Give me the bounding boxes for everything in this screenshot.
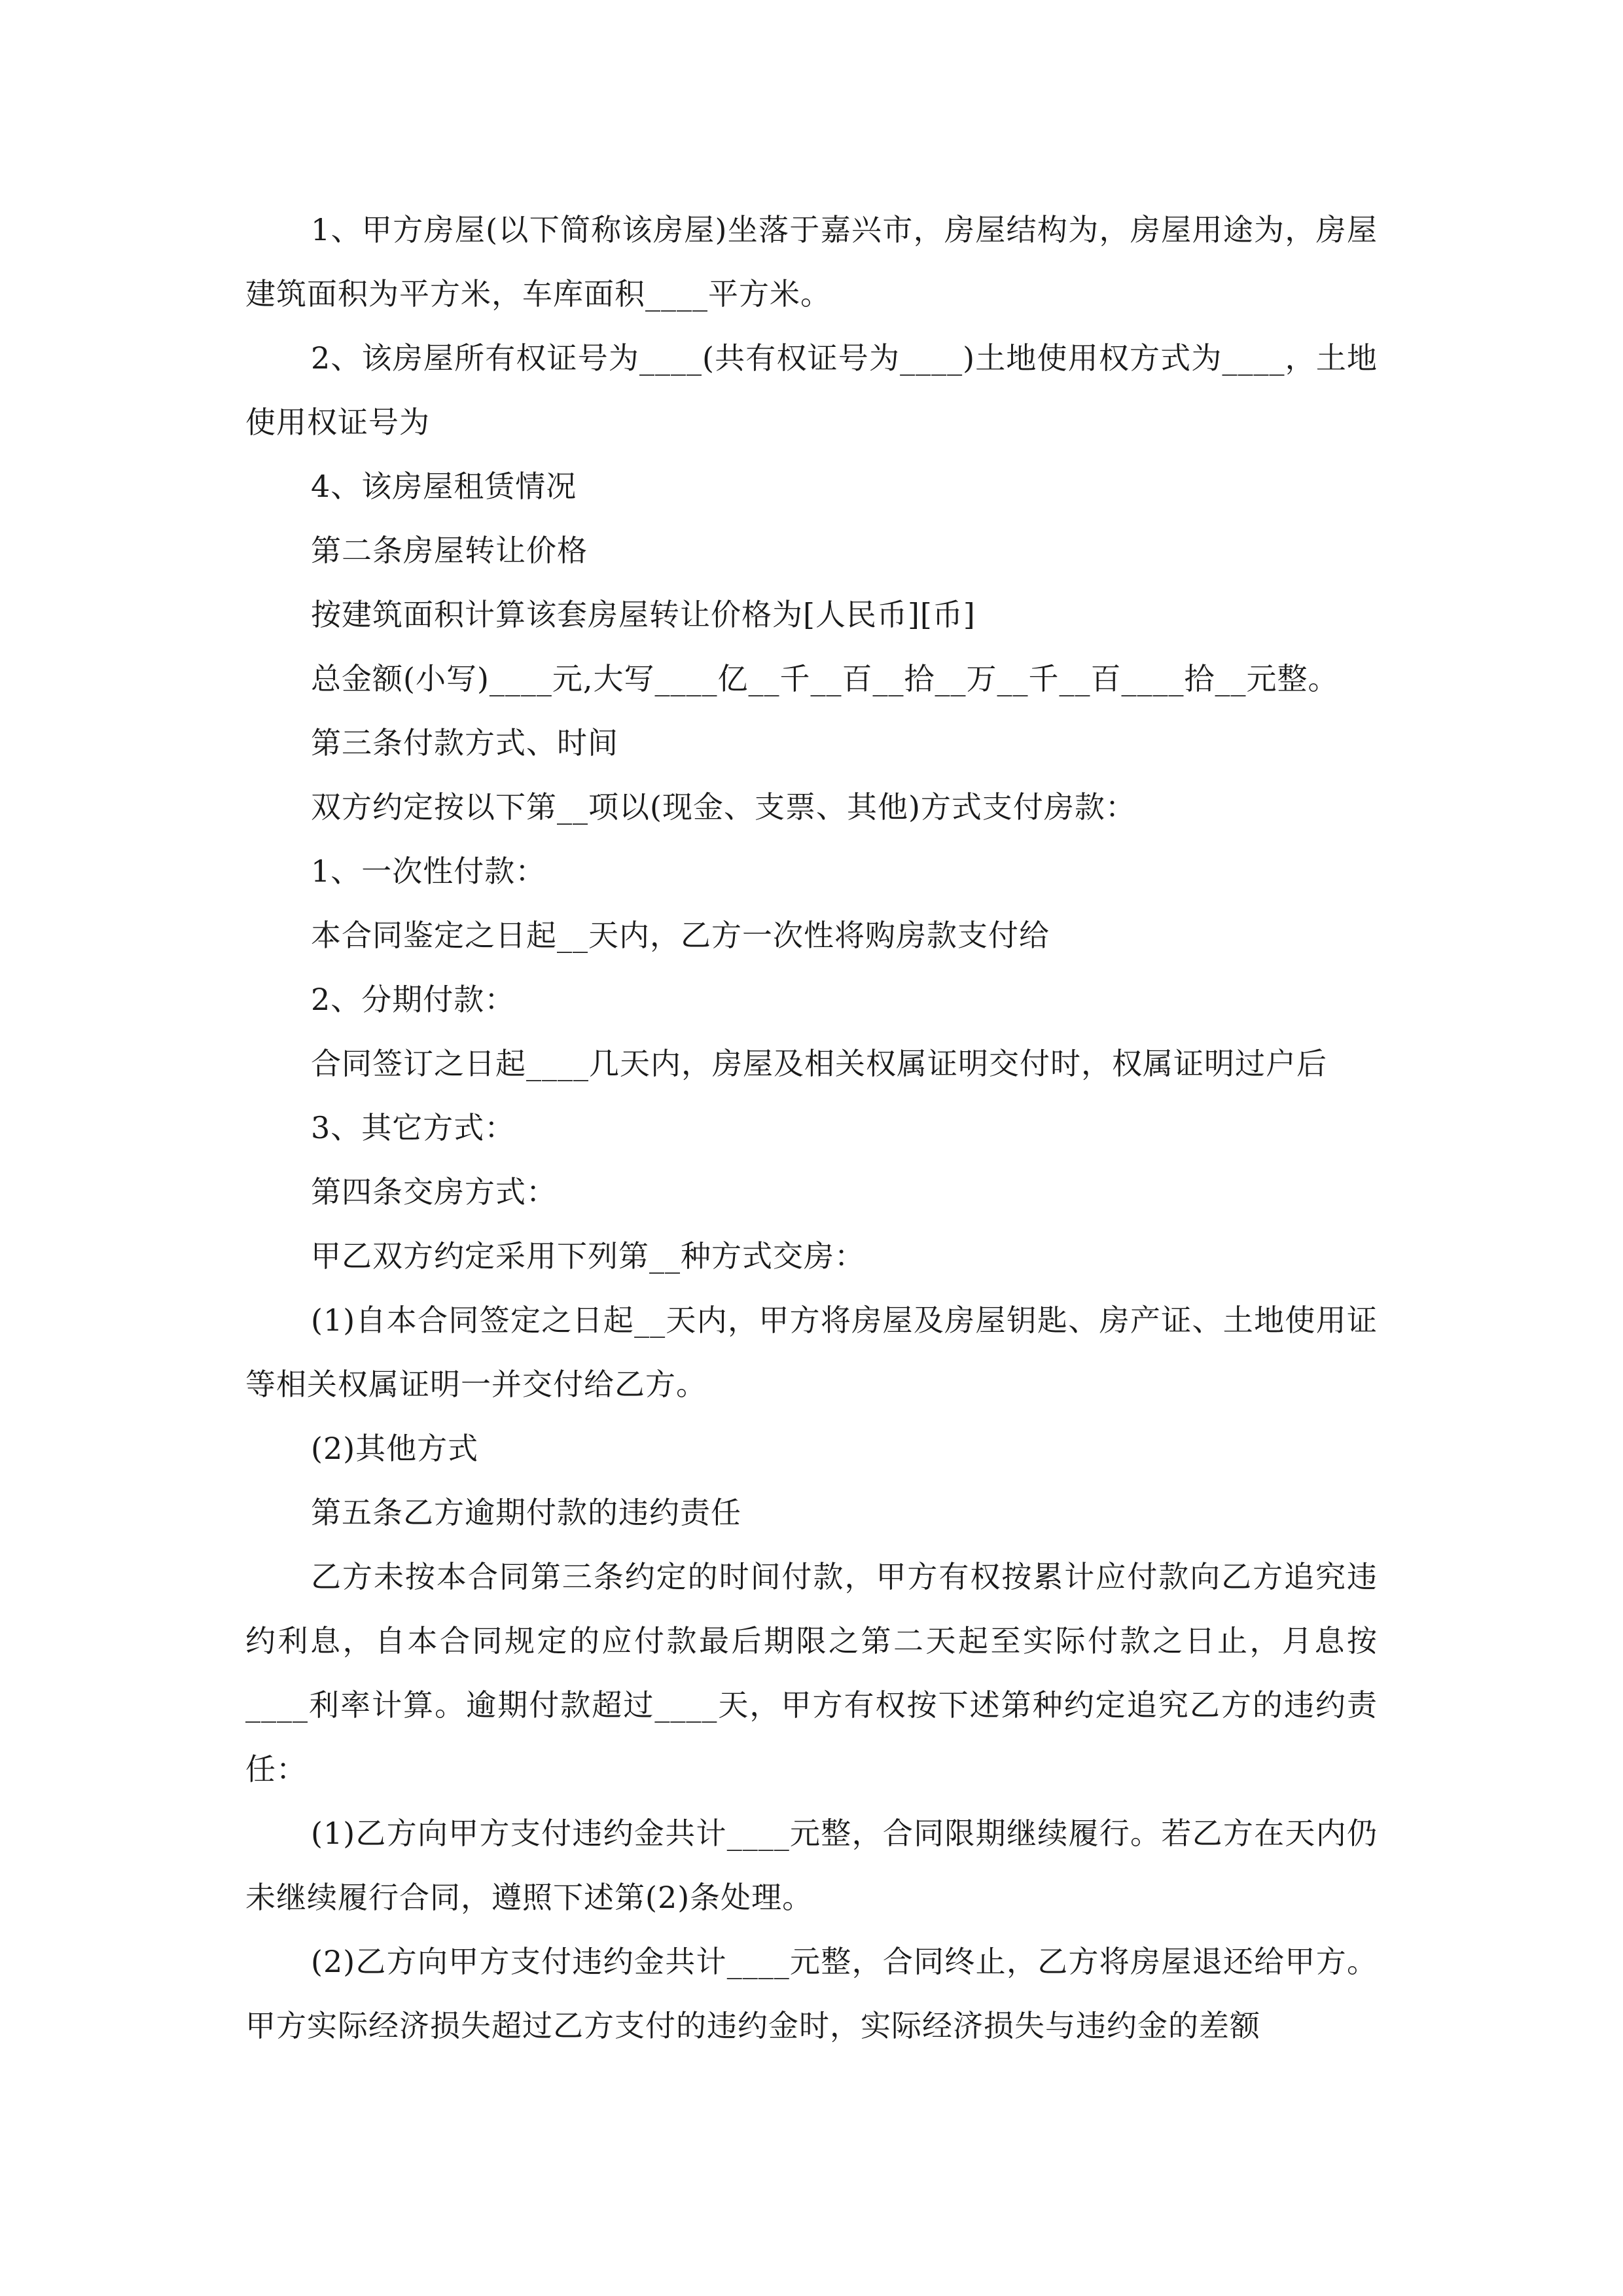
- heading-article-2: 第二条房屋转让价格: [311, 533, 588, 568]
- heading-article-4: 第四条交房方式：: [311, 1174, 557, 1210]
- item-installment-payment: 2、分期付款：: [311, 982, 516, 1017]
- item-other-payment: 3、其它方式：: [311, 1110, 516, 1145]
- paragraph-payment-agreement: 双方约定按以下第__项以(现金、支票、其他)方式支付房款：: [311, 789, 1136, 825]
- item-delivery-method-1: (1)自本合同签定之日起__天内，甲方将房屋及房屋钥匙、房产证、土地使用证等相关权属证明一并交付给乙方。: [245, 1302, 1378, 1402]
- paragraph-lump-sum-terms: 本合同鉴定之日起__天内，乙方一次性将购房款支付给: [311, 918, 1050, 953]
- heading-article-3: 第三条付款方式、时间: [311, 725, 618, 761]
- document-body: [245, 198, 1378, 2058]
- paragraph-house-location: 1、甲方房屋(以下简称该房屋)坐落于嘉兴市，房屋结构为，房屋用途为，房屋建筑面积为平方米，车库面积____平方米。: [245, 212, 1378, 312]
- paragraph-total-amount: 总金额(小写)____元,大写____亿__千__百__拾__万__千__百____拾__元整。: [311, 661, 1339, 696]
- paragraph-price-basis: 按建筑面积计算该套房屋转让价格为[人民币][币]: [311, 597, 976, 632]
- item-penalty-1: (1)乙方向甲方支付违约金共计____元整，合同限期继续履行。若乙方在天内仍未继续履行合同，遵照下述第(2)条处理。: [245, 1816, 1378, 1915]
- item-lump-sum-payment: 1、一次性付款：: [311, 853, 546, 889]
- paragraph-delivery-agreement: 甲乙双方约定采用下列第__种方式交房：: [311, 1238, 865, 1274]
- item-delivery-method-2: (2)其他方式: [311, 1431, 479, 1466]
- paragraph-lease-status: 4、该房屋租赁情况: [311, 469, 577, 504]
- paragraph-ownership-certificate: 2、该房屋所有权证号为____(共有权证号为____)土地使用权方式为____，土地使用权证号为: [245, 340, 1378, 440]
- item-penalty-2: (2)乙方向甲方支付违约金共计____元整，合同终止，乙方将房屋退还给甲方。甲方实际经济损失超过乙方支付的违约金时，实际经济损失与违约金的差额: [245, 1944, 1378, 2043]
- paragraph-installment-terms: 合同签订之日起____几天内，房屋及相关权属证明交付时，权属证明过户后: [311, 1046, 1327, 1081]
- paragraph-late-payment: 乙方未按本合同第三条约定的时间付款，甲方有权按累计应付款向乙方追究违约利息，自本合同规定的应付款最后期限之第二天起至实际付款之日止，月息按____利率计算。逾期付款超过____天，甲方有权按下述第种约定追究乙方的违约责任：: [245, 1559, 1378, 1787]
- heading-article-5: 第五条乙方逾期付款的违约责任: [311, 1495, 741, 1530]
